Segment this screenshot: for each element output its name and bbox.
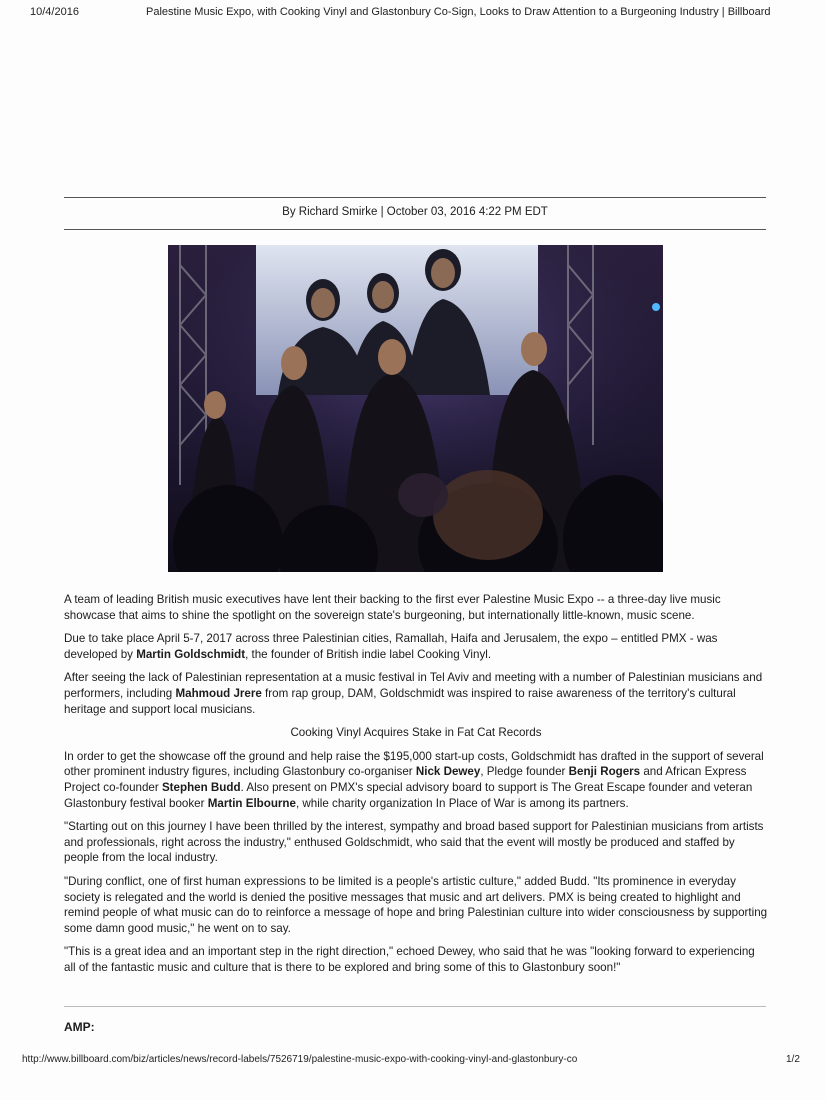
person-name: Nick Dewey <box>415 765 481 779</box>
paragraph: "During conflict, one of first human expressions to be limited is a people's artistic culture," added Budd. "Its prominence in everyday society is relegated and the world is denied the positive messages that music and art delivers. PMX is being created to highlight and remind people of what music can do to reinforce a message of hope and bring Palestinian culture into wider consciousness by supporting some damn good music," he went on to say. <box>64 874 768 935</box>
related-article-link[interactable]: Cooking Vinyl Acquires Stake in Fat Cat Records <box>290 726 542 740</box>
paragraph: "Starting out on this journey I have been thrilled by the interest, sympathy and broad based support for Palestinian musicians from artists and professionals, right across the industry," enthused Goldschmidt, who said that the event will mostly be produced and staffed by people from the local industry. <box>64 820 764 865</box>
paragraph: A team of leading British music executives have lent their backing to the first ever Palestine Music Expo -- a three-day live music showcase that aims to shine the spotlight on the sovereign state's burgeoning, but internationally little-known, music scene. <box>64 593 721 622</box>
concert-photo-illustration <box>168 245 663 572</box>
concert-photo <box>168 245 663 572</box>
paragraph: In order to get the showcase off the ground and help raise the $195,000 start-up costs, Goldschmidt has drafted in the support of several other prominent industry figures, including Glastonbury co-organiser Nick Dewey, Pledge founder Benji Rogers and African Express Project co-founder Stephen Budd. Also present on PMX's special advisory board to support is The Great Escape founder and veteran Glastonbury festival booker Martin Elbourne, while charity organization In Place of War is among its partners. <box>64 749 764 810</box>
paragraph: Due to take place April 5-7, 2017 across three Palestinian cities, Ramallah, Haifa and Jerusalem, the expo – entitled PMX - was developed by Martin Goldschmidt, the founder of British indie label Cooking Vinyl. <box>64 632 718 661</box>
person-name: Martin Elbourne <box>207 796 296 810</box>
print-page-title: Palestine Music Expo, with Cooking Vinyl and Glastonbury Co-Sign, Looks to Draw Attention to a Burgeoning Industry | Billboard <box>146 6 771 18</box>
article-end-rule <box>64 1006 766 1007</box>
paragraph: "This is a great idea and an important step in the right direction," echoed Dewey, who said that he was "looking forward to experiencing all of the fantastic music and culture that is there to be explored and bring some of this to Glastonbury soon!" <box>64 945 755 974</box>
print-url: http://www.billboard.com/biz/articles/news/record-labels/7526719/palestine-music-expo-with-cooking-vinyl-and-glastonbury-co <box>22 1054 578 1065</box>
paragraph: After seeing the lack of Palestinian representation at a music festival in Tel Aviv and meeting with a number of Palestinian musicians and performers, including Mahmoud Jrere from rap group, DAM, Goldschmidt was inspired to raise awareness of the territory's cultural heritage and support local musicians. <box>64 671 763 716</box>
amp-label: AMP: <box>64 1020 95 1034</box>
person-name: Stephen Budd <box>161 780 241 794</box>
byline: By Richard Smirke | October 03, 2016 4:22 PM EDT <box>282 206 548 218</box>
byline-bottom-rule <box>64 229 766 230</box>
article-body <box>64 592 768 983</box>
byline-top-rule <box>64 197 766 198</box>
person-name: Benji Rogers <box>568 765 641 779</box>
print-date: 10/4/2016 <box>30 6 79 18</box>
page-number: 1/2 <box>786 1054 800 1065</box>
person-name: Mahmoud Jrere <box>175 686 262 700</box>
person-name: Martin Goldschmidt <box>136 647 246 661</box>
